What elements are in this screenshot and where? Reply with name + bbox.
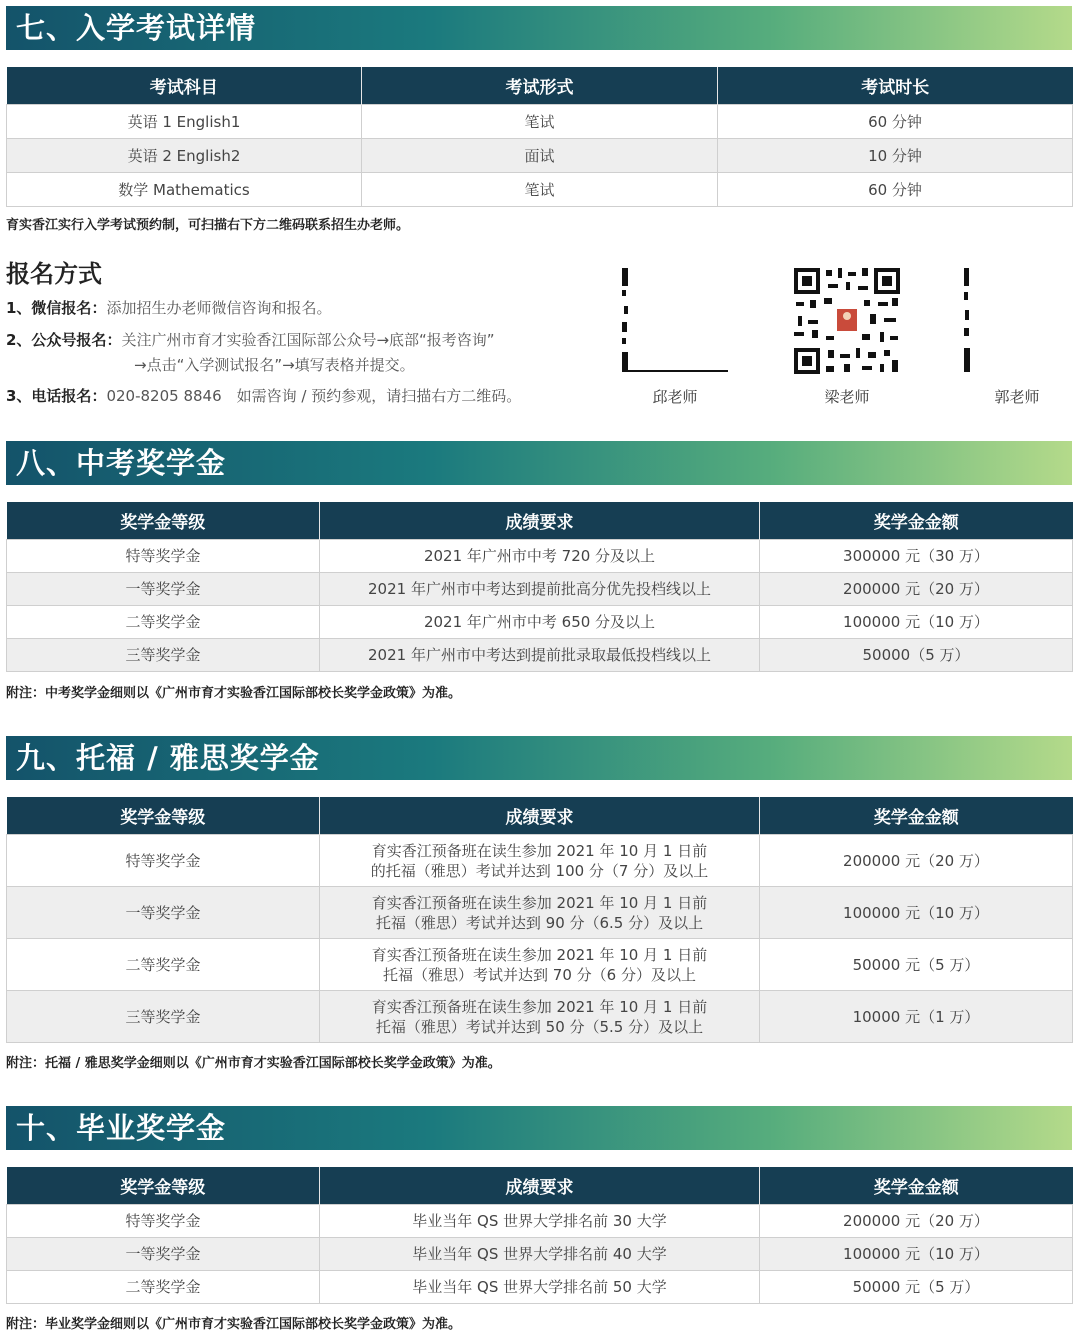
section-9-banner — [6, 736, 1072, 780]
table-cell: 二等奖学金 — [7, 1271, 320, 1304]
section-10-banner — [6, 1106, 1072, 1150]
section-7-banner — [6, 6, 1072, 50]
reg-label: 2、公众号报名： — [6, 331, 122, 349]
section-7-title: 七、入学考试详情 — [16, 11, 257, 45]
header-cell: 成绩要求 — [320, 797, 760, 835]
table-row — [7, 540, 1073, 573]
table-header-row — [7, 502, 1073, 540]
table-cell: 特等奖学金 — [7, 540, 320, 573]
requirement-line: 托福（雅思）考试并达到 50 分（5.5 分）及以上 — [375, 1017, 704, 1036]
table-cell: 200000 元（20 万） — [760, 573, 1073, 606]
table-cell: 毕业当年 QS 世界大学排名前 30 大学 — [320, 1205, 760, 1238]
table-cell: 特等奖学金 — [7, 835, 320, 887]
table-cell: 三等奖学金 — [7, 991, 320, 1043]
table-cell: 英语 1 English1 — [7, 105, 362, 139]
table-row — [7, 991, 1073, 1043]
table-cell: 二等奖学金 — [7, 606, 320, 639]
qr-code-icon[interactable] — [792, 266, 902, 376]
requirement-line: 的托福（雅思）考试并达到 100 分（7 分）及以上 — [370, 861, 709, 880]
table-cell: 二等奖学金 — [7, 939, 320, 991]
table-cell — [320, 939, 760, 991]
table-cell: 100000 元（10 万） — [760, 887, 1073, 939]
reg-label: 1、微信报名： — [6, 299, 107, 317]
requirement-line: 育实香江预备班在读生参加 2021 年 10 月 1 日前 — [371, 945, 708, 964]
table-cell: 200000 元（20 万） — [760, 1205, 1073, 1238]
zhongkao-scholarship-table — [6, 502, 1073, 672]
reg-text: 添加招生办老师微信咨询和报名。 — [106, 299, 332, 317]
toefl-ielts-note: 附注：托福 / 雅思奖学金细则以《广州市育才实验香江国际部校长奖学金政策》为准。 — [6, 1056, 501, 1071]
teacher-name: 邱老师 — [652, 388, 698, 406]
table-row — [7, 1238, 1073, 1271]
table-cell: 300000 元（30 万） — [760, 540, 1073, 573]
table-cell: 200000 元（20 万） — [760, 835, 1073, 887]
table-row — [7, 1205, 1073, 1238]
reg-text: 关注广州市育才实验香江国际部公众号→底部“报考咨询” — [121, 331, 495, 349]
exam-note: 育实香江实行入学考试预约制，可扫描右下方二维码联系招生办老师。 — [6, 218, 410, 233]
table-row — [7, 835, 1073, 887]
table-row — [7, 573, 1073, 606]
table-cell: 60 分钟 — [718, 105, 1073, 139]
header-cell: 奖学金金额 — [760, 1167, 1073, 1205]
header-cell: 奖学金等级 — [7, 797, 320, 835]
requirement-line: 育实香江预备班在读生参加 2021 年 10 月 1 日前 — [371, 841, 708, 860]
table-cell: 2021 年广州市中考 720 分及以上 — [320, 540, 760, 573]
table-row — [7, 939, 1073, 991]
registration-official-account-cont: →点击“入学测试报名”→填写表格并提交。 — [134, 356, 415, 374]
table-row — [7, 606, 1073, 639]
header-cell: 奖学金等级 — [7, 1167, 320, 1205]
table-cell: 2021 年广州市中考达到提前批录取最低投档线以上 — [320, 639, 760, 672]
table-cell: 笔试 — [362, 105, 718, 139]
table-cell — [320, 835, 760, 887]
toefl-ielts-scholarship-table — [6, 797, 1073, 1043]
table-cell: 2021 年广州市中考 650 分及以上 — [320, 606, 760, 639]
requirement-line: 育实香江预备班在读生参加 2021 年 10 月 1 日前 — [371, 893, 708, 912]
graduation-note: 附注：毕业奖学金细则以《广州市育才实验香江国际部校长奖学金政策》为准。 — [6, 1317, 462, 1332]
requirement-line: 托福（雅思）考试并达到 90 分（6.5 分）及以上 — [375, 913, 704, 932]
header-cell: 考试时长 — [718, 67, 1073, 105]
table-header-row — [7, 797, 1073, 835]
exam-table — [6, 67, 1073, 207]
teacher-name: 梁老师 — [824, 388, 870, 406]
table-cell: 50000 元（5 万） — [760, 939, 1073, 991]
header-cell: 考试形式 — [362, 67, 718, 105]
header-cell: 成绩要求 — [320, 1167, 760, 1205]
table-cell: 英语 2 English2 — [7, 139, 362, 173]
table-cell: 一等奖学金 — [7, 1238, 320, 1271]
header-cell: 奖学金金额 — [760, 797, 1073, 835]
table-cell: 三等奖学金 — [7, 639, 320, 672]
registration-phone — [6, 385, 521, 406]
requirement-line: 育实香江预备班在读生参加 2021 年 10 月 1 日前 — [371, 997, 708, 1016]
table-row — [7, 173, 1073, 207]
table-cell: 特等奖学金 — [7, 1205, 320, 1238]
section-9-title: 九、托福 / 雅思奖学金 — [16, 741, 320, 775]
requirement-line: 托福（雅思）考试并达到 70 分（6 分）及以上 — [383, 965, 696, 984]
qr-code-icon[interactable] — [620, 266, 730, 376]
table-cell: 100000 元（10 万） — [760, 606, 1073, 639]
reg-label: 3、电话报名： — [6, 387, 107, 405]
table-row — [7, 1271, 1073, 1304]
section-8-title: 八、中考奖学金 — [16, 446, 227, 480]
table-cell: 一等奖学金 — [7, 887, 320, 939]
graduation-scholarship-table — [6, 1167, 1073, 1304]
table-cell: 数学 Mathematics — [7, 173, 362, 207]
table-cell: 10 分钟 — [718, 139, 1073, 173]
header-cell: 考试科目 — [7, 67, 362, 105]
table-row — [7, 639, 1073, 672]
table-row — [7, 105, 1073, 139]
table-header-row — [7, 67, 1073, 105]
table-cell — [320, 887, 760, 939]
table-cell: 面试 — [362, 139, 718, 173]
table-cell — [320, 991, 760, 1043]
section-8-banner — [6, 441, 1072, 485]
qr-code-icon[interactable] — [962, 266, 1072, 376]
registration-official-account — [6, 329, 495, 350]
table-cell: 50000（5 万） — [760, 639, 1073, 672]
table-cell: 笔试 — [362, 173, 718, 207]
table-cell: 100000 元（10 万） — [760, 1238, 1073, 1271]
table-row — [7, 887, 1073, 939]
section-10-title: 十、毕业奖学金 — [16, 1111, 227, 1145]
table-cell: 10000 元（1 万） — [760, 991, 1073, 1043]
registration-title: 报名方式 — [6, 260, 102, 288]
table-cell: 2021 年广州市中考达到提前批高分优先投档线以上 — [320, 573, 760, 606]
registration-wechat — [6, 297, 331, 318]
table-cell: 毕业当年 QS 世界大学排名前 40 大学 — [320, 1238, 760, 1271]
table-cell: 毕业当年 QS 世界大学排名前 50 大学 — [320, 1271, 760, 1304]
header-cell: 奖学金金额 — [760, 502, 1073, 540]
table-header-row — [7, 1167, 1073, 1205]
header-cell: 成绩要求 — [320, 502, 760, 540]
reg-text: 020-8205 8846 如需咨询 / 预约参观，请扫描右方二维码。 — [106, 387, 522, 405]
zhongkao-note: 附注：中考奖学金细则以《广州市育才实验香江国际部校长奖学金政策》为准。 — [6, 686, 462, 701]
teacher-name: 郭老师 — [994, 388, 1040, 406]
table-cell: 50000 元（5 万） — [760, 1271, 1073, 1304]
table-cell: 一等奖学金 — [7, 573, 320, 606]
table-row — [7, 139, 1073, 173]
header-cell: 奖学金等级 — [7, 502, 320, 540]
table-cell: 60 分钟 — [718, 173, 1073, 207]
